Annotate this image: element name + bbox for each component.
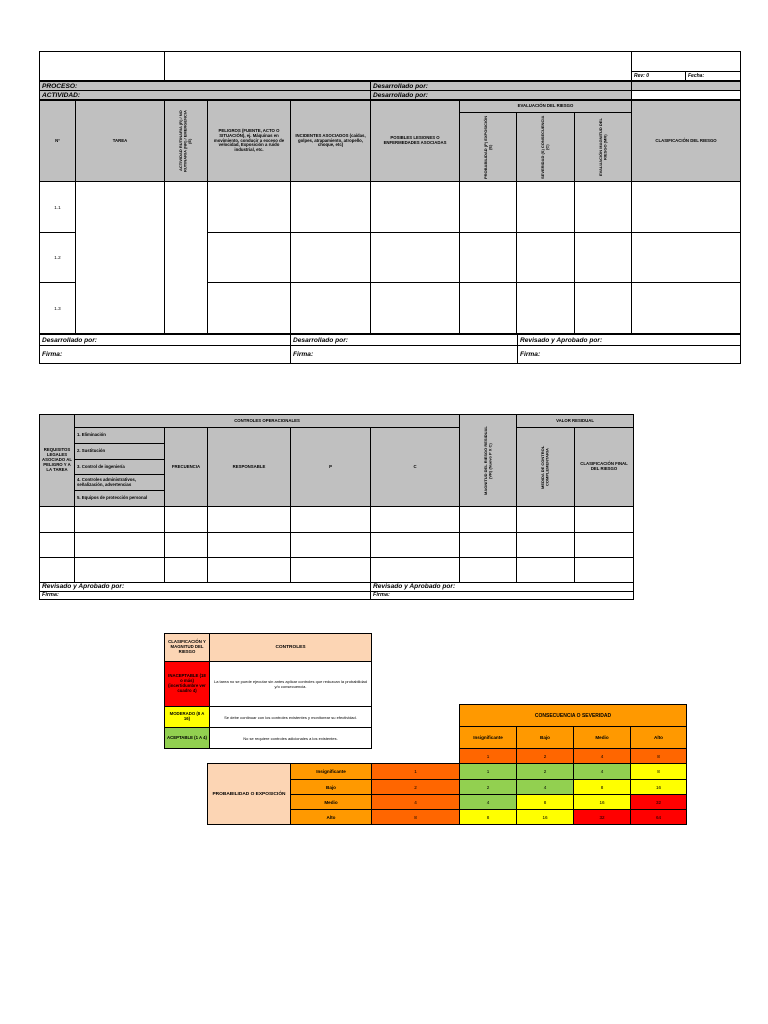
legend-header-clasificacion: CLASIFICACIÓN Y MAGNITUD DEL RIESGO bbox=[165, 634, 210, 662]
proceso-label: PROCESO: bbox=[40, 82, 371, 91]
matrix-cell: 64 bbox=[631, 810, 687, 825]
matrix-cell: 8 bbox=[631, 764, 687, 780]
row-number: 1.1 bbox=[40, 182, 76, 233]
process-table bbox=[39, 81, 741, 100]
risk-evaluation-table bbox=[39, 100, 741, 334]
matrix-cell: 16 bbox=[517, 810, 574, 825]
form-header-table bbox=[39, 51, 741, 81]
col-peligros: PELIGROS (FUENTE, ACTO O SITUACIÓN), ej. Máquinas en movimiento, conducir a exceso de velocidad, Exposición a ruido industrial, etc. bbox=[208, 101, 291, 182]
consequence-label: Medio bbox=[574, 727, 631, 749]
matrix-cell: 1 bbox=[460, 764, 517, 780]
responsable-header: RESPONSABLE bbox=[208, 428, 291, 507]
probability-level: Bajo bbox=[291, 780, 372, 795]
consequence-value: 4 bbox=[574, 749, 631, 764]
footer-desarrollado-2: Desarrollado por: bbox=[291, 335, 518, 346]
controls-footer bbox=[39, 583, 634, 600]
probability-level: Insignificante bbox=[291, 764, 372, 780]
probability-value: 8 bbox=[372, 810, 460, 825]
frecuencia-header: FRECUENCIA bbox=[165, 428, 208, 507]
legend-aceptable: ACEPTABLE (1 A 4) bbox=[165, 728, 210, 749]
consequence-value: 2 bbox=[517, 749, 574, 764]
probability-level: Alto bbox=[291, 810, 372, 825]
code-cell bbox=[632, 52, 741, 72]
col-tarea: TAREA bbox=[76, 101, 165, 182]
row-number: 1.2 bbox=[40, 233, 76, 283]
consequence-value: 8 bbox=[631, 749, 687, 764]
controls-section bbox=[39, 414, 633, 600]
valor-residual-header: VALOR RESIDUAL bbox=[517, 415, 634, 428]
form-footer bbox=[39, 334, 740, 364]
evaluacion-header: EVALUACIÓN DEL RIESGO bbox=[460, 101, 632, 113]
medida-control-header: MEDIDA DE CONTROL COMPLEMENTARIA bbox=[517, 428, 575, 507]
control-item-2: 2. Sustitución bbox=[75, 443, 165, 459]
actividad-cell[interactable] bbox=[165, 182, 208, 334]
title-cell bbox=[165, 52, 632, 81]
c-header: C bbox=[371, 428, 460, 507]
col-actividad-rutinaria: ACTIVIDAD RUTINARIA (R) / NO RUTINARIA (NR) / EMERGENCIA (E) bbox=[165, 101, 208, 182]
matrix-cell: 4 bbox=[460, 795, 517, 810]
matrix-cell: 16 bbox=[574, 795, 631, 810]
controls-revisado-1: Revisado y Aprobado por: bbox=[40, 583, 371, 591]
col-lesiones: POSIBLES LESIONES O ENFERMEDADES ASOCIADAS bbox=[371, 101, 460, 182]
matrix-cell: 8 bbox=[460, 810, 517, 825]
legend-moderado: MODERADO (8 A 16) bbox=[165, 707, 210, 728]
consequence-label: Bajo bbox=[517, 727, 574, 749]
col-evaluacion: EVALUACIÓN MAGNITUD DEL RIESGO (MR) bbox=[575, 113, 632, 182]
legend-header-controles: CONTROLES bbox=[210, 634, 372, 662]
col-clasificacion: CLASIFICACIÓN DEL RIESGO bbox=[632, 101, 741, 182]
matrix-table bbox=[207, 704, 687, 825]
footer-desarrollado-1: Desarrollado por: bbox=[40, 335, 291, 346]
desarrollado-label-2: Desarrollado por: bbox=[371, 91, 632, 100]
consequence-label: Insignificante bbox=[460, 727, 517, 749]
legend-aceptable-text: No se requiere controles adicionales a los existentes. bbox=[210, 728, 372, 749]
footer-firma-1: Firma: bbox=[40, 346, 291, 364]
actividad-label: ACTIVIDAD: bbox=[40, 91, 371, 100]
controls-revisado-2: Revisado y Aprobado por: bbox=[371, 583, 634, 591]
matrix-cell: 32 bbox=[574, 810, 631, 825]
controls-firma-1: Firma: bbox=[40, 591, 371, 599]
logo-cell bbox=[40, 52, 165, 81]
matrix-cell: 4 bbox=[574, 764, 631, 780]
legend-moderado-text: Se debe continuar con los controles existentes y monitorear su efectividad. bbox=[210, 707, 372, 728]
risk-matrix bbox=[207, 704, 686, 825]
probability-level: Medio bbox=[291, 795, 372, 810]
controls-firma-2: Firma: bbox=[371, 591, 634, 599]
matrix-cell: 2 bbox=[460, 780, 517, 795]
row-number: 1.3 bbox=[40, 283, 76, 334]
control-item-3: 3. Control de ingeniería bbox=[75, 459, 165, 475]
magnitud-residual-header: MAGNITUD DEL RIESGO RESIDUAL (VR) (Nuevo P X C) bbox=[460, 415, 517, 507]
fecha-label: Fecha: bbox=[686, 72, 741, 81]
matrix-cell: 8 bbox=[574, 780, 631, 795]
col-n: Nº bbox=[40, 101, 76, 182]
p-header: P bbox=[291, 428, 371, 507]
probability-label: PROBABILIDAD O EXPOSICIÓN bbox=[208, 764, 291, 825]
col-probabilidad: PROBABILIDAD (P) EXPOSICIÓN (E) bbox=[460, 113, 517, 182]
control-item-1: 1. Eliminación bbox=[75, 428, 165, 444]
probability-value: 2 bbox=[372, 780, 460, 795]
col-incidentes: INCIDENTES ASOCIADOS (caídas, golpes, atrapamiento, atropello, choque, etc) bbox=[291, 101, 371, 182]
footer-revisado: Revisado y Aprobado por: bbox=[518, 335, 741, 346]
legend-inaceptable-text: La tarea no se puede ejecutar sin antes aplicar controles que reduzcan la probabilidad y/o consecuencia. bbox=[210, 662, 372, 707]
probability-value: 4 bbox=[372, 795, 460, 810]
matrix-title: CONSECUENCIA O SEVERIDAD bbox=[460, 705, 687, 727]
legend-inaceptable: INACEPTABLE (18 o más) (incertidumbre ver cuadro 4) bbox=[165, 662, 210, 707]
col-severidad: SEVERIDAD (S) CONSECUENCIA (C) bbox=[517, 113, 575, 182]
desarrollado-label-1: Desarrollado por: bbox=[371, 82, 632, 91]
controles-operacionales-header: CONTROLES OPERACIONALES bbox=[75, 415, 460, 428]
controls-table bbox=[39, 414, 634, 583]
requisitos-header: REQUISITOS LEGALES ASOCIADO AL PELIGRO Y A LA TAREA bbox=[40, 415, 75, 507]
footer-firma-2: Firma: bbox=[291, 346, 518, 364]
control-item-5: 5. Equipos de protección personal bbox=[75, 491, 165, 507]
probability-value: 1 bbox=[372, 764, 460, 780]
matrix-cell: 8 bbox=[517, 795, 574, 810]
footer-firma-3: Firma: bbox=[518, 346, 741, 364]
matrix-cell: 2 bbox=[517, 764, 574, 780]
rev-label: Rev: 0 bbox=[632, 72, 686, 81]
risk-form bbox=[39, 51, 740, 334]
matrix-cell: 16 bbox=[631, 780, 687, 795]
tarea-cell[interactable] bbox=[76, 182, 165, 334]
clasificacion-final-header: CLASIFICACIÓN FINAL DEL RIESGO bbox=[575, 428, 634, 507]
matrix-cell: 4 bbox=[517, 780, 574, 795]
consequence-label: Alto bbox=[631, 727, 687, 749]
matrix-cell: 32 bbox=[631, 795, 687, 810]
consequence-value: 1 bbox=[460, 749, 517, 764]
control-item-4: 4. Controles administrativos, señalización, advertencias bbox=[75, 475, 165, 491]
